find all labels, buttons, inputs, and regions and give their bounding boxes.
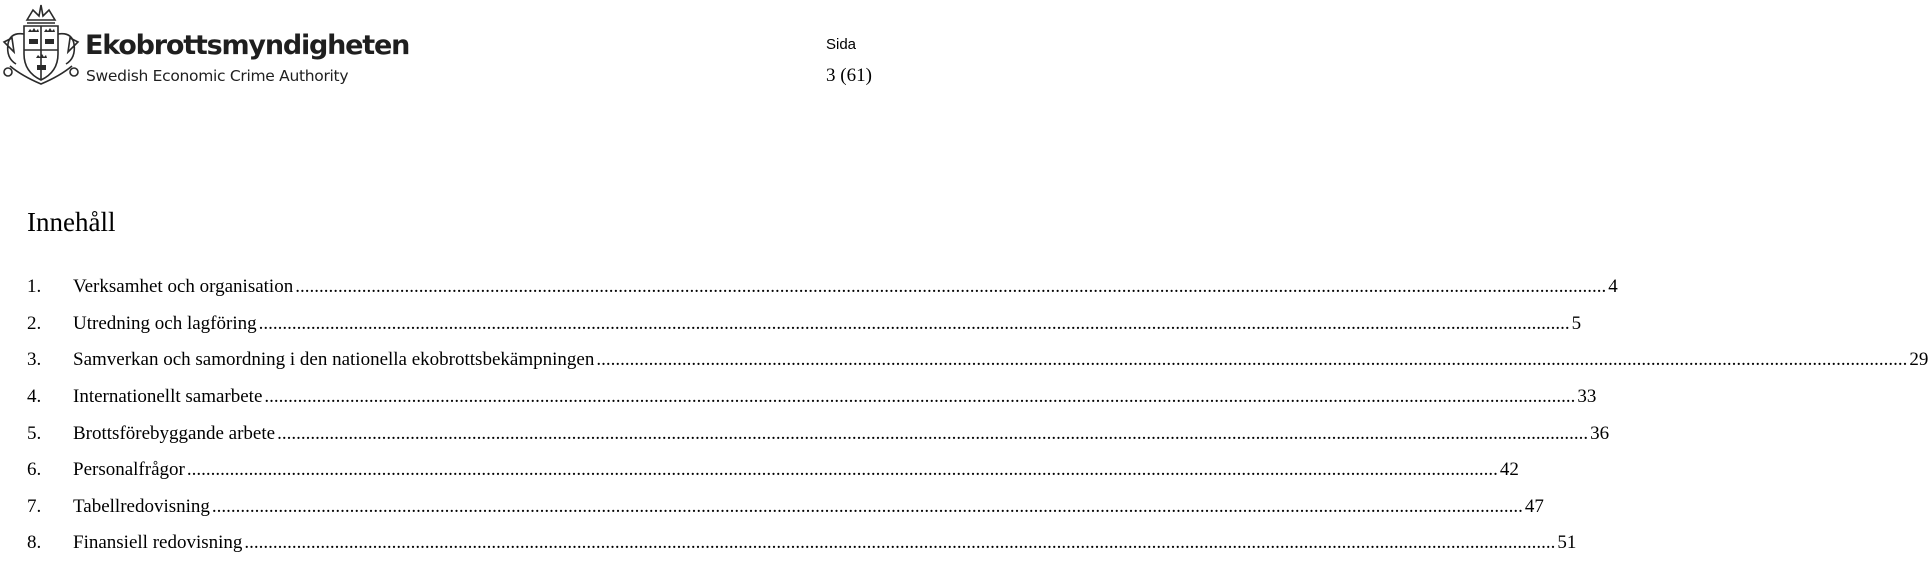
toc-entry-number: 8. bbox=[27, 532, 42, 554]
toc-entry-title: Internationellt samarbete bbox=[73, 386, 263, 408]
toc-entry-title: Personalfrågor bbox=[73, 459, 185, 481]
toc-entry-page: 33 bbox=[1577, 386, 1597, 408]
toc-entry[interactable] bbox=[27, 342, 1928, 379]
toc-dot-leader bbox=[244, 532, 1555, 554]
toc-dot-leader bbox=[264, 386, 1575, 408]
toc-entry[interactable] bbox=[27, 415, 1610, 452]
toc-entry-number: 7. bbox=[27, 495, 42, 517]
toc-entry[interactable] bbox=[27, 306, 1582, 343]
toc-entry-page: 4 bbox=[1608, 276, 1618, 298]
toc-entry-number: 1. bbox=[27, 276, 42, 298]
toc-entry-title: Tabellredovisning bbox=[73, 495, 210, 517]
toc-entry[interactable] bbox=[27, 269, 1618, 306]
toc-title: Innehåll bbox=[27, 207, 116, 237]
toc-entry-page: 47 bbox=[1524, 495, 1544, 517]
toc-dot-leader bbox=[259, 313, 1570, 335]
toc-dot-leader bbox=[277, 423, 1588, 445]
toc-entry-page: 29 bbox=[1909, 349, 1928, 371]
toc-entry-title: Brottsförebyggande arbete bbox=[73, 422, 276, 444]
table-of-contents bbox=[27, 269, 1928, 562]
toc-entry-title: Finansiell redovisning bbox=[73, 532, 243, 554]
toc-entry[interactable] bbox=[27, 452, 1519, 489]
organization-logo bbox=[0, 0, 410, 95]
toc-entry[interactable] bbox=[27, 379, 1597, 416]
toc-entry-title: Utredning och lagföring bbox=[73, 312, 257, 334]
toc-dot-leader bbox=[295, 276, 1606, 298]
toc-entry-number: 5. bbox=[27, 422, 42, 444]
page-number: 3 (61) bbox=[826, 65, 872, 86]
toc-entry-page: 51 bbox=[1557, 532, 1577, 554]
toc-entry-page: 42 bbox=[1499, 459, 1519, 481]
toc-entry-title: Samverkan och samordning i den nationella ekobrottsbekämpningen bbox=[73, 349, 595, 371]
toc-entry-number: 6. bbox=[27, 459, 42, 481]
toc-entry[interactable] bbox=[27, 489, 1544, 526]
toc-entry[interactable] bbox=[27, 525, 1577, 562]
toc-entry-number: 3. bbox=[27, 349, 42, 371]
toc-dot-leader bbox=[212, 496, 1523, 518]
toc-entry-number: 4. bbox=[27, 386, 42, 408]
organization-subtitle: Swedish Economic Crime Authority bbox=[86, 67, 349, 85]
toc-dot-leader bbox=[187, 459, 1498, 481]
toc-dot-leader bbox=[596, 349, 1907, 371]
toc-entry-title: Verksamhet och organisation bbox=[73, 276, 294, 298]
organization-name: Ekobrottsmyndigheten bbox=[85, 30, 410, 61]
page-label: Sida bbox=[826, 36, 857, 53]
toc-entry-number: 2. bbox=[27, 312, 42, 334]
crest-icon bbox=[2, 2, 80, 88]
toc-entry-page: 5 bbox=[1571, 312, 1582, 334]
toc-entry-page: 36 bbox=[1590, 422, 1610, 444]
